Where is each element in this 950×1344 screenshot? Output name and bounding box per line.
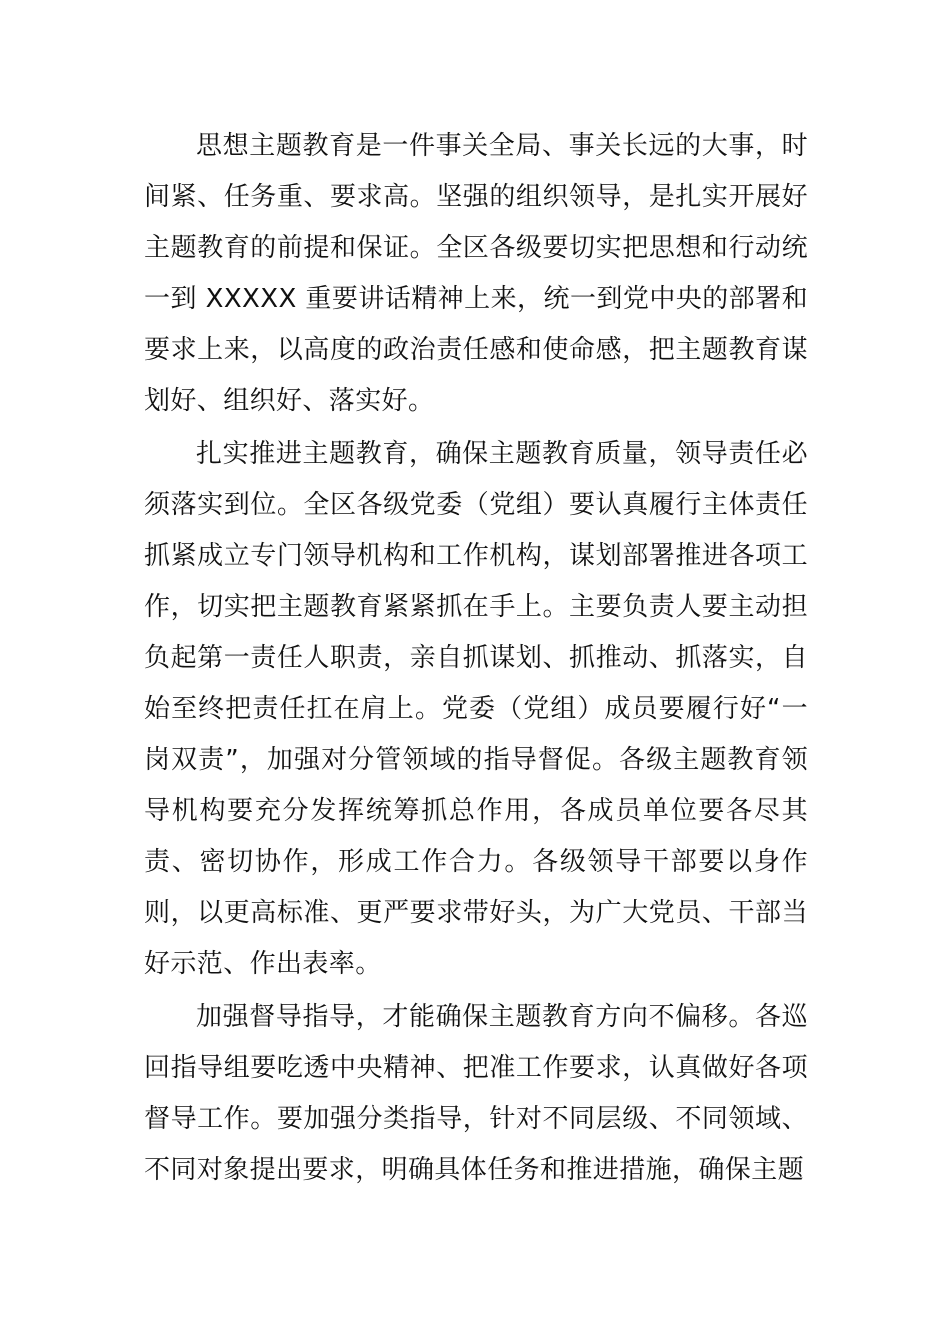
- paragraph-1: 思想主题教育是一件事关全局、事关长远的大事，时间紧、任务重、要求高。坚强的组织领导，是扎实开展好主题教育的前提和保证。全区各级要切实把思想和行动统一到 XXXXX 重要讲话精神上来，统一到党中央的部署和要求上来，以高度的政治责任感和使命感，把主题教育谋划好、组织好、落实好。: [144, 131, 808, 416]
- paragraph-3: 加强督导指导，才能确保主题教育方向不偏移。各巡回指导组要吃透中央精神、把准工作要求，认真做好各项督导工作。要加强分类指导，针对不同层级、不同领域、不同对象提出要求，明确具体任务和推进措施，确保主题: [144, 1002, 808, 1185]
- paragraph-2: 扎实推进主题教育，确保主题教育质量，领导责任必须落实到位。全区各级党委（党组）要认真履行主体责任抓紧成立专门领导机构和工作机构，谋划部署推进各项工作，切实把主题教育紧紧抓在手上。主要负责人要主动担负起第一责任人职责，亲自抓谋划、抓推动、抓落实，自始至终把责任扛在肩上。党委（党组）成员要履行好“一岗双责”，加强对分管领域的指导督促。各级主题教育领导机构要充分发挥统筹抓总作用，各成员单位要各尽其责、密切协作，形成工作合力。各级领导干部要以身作则，以更高标准、更严要求带好头，为广大党员、干部当好示范、作出表率。: [144, 439, 808, 979]
- document-body: [144, 121, 808, 1198]
